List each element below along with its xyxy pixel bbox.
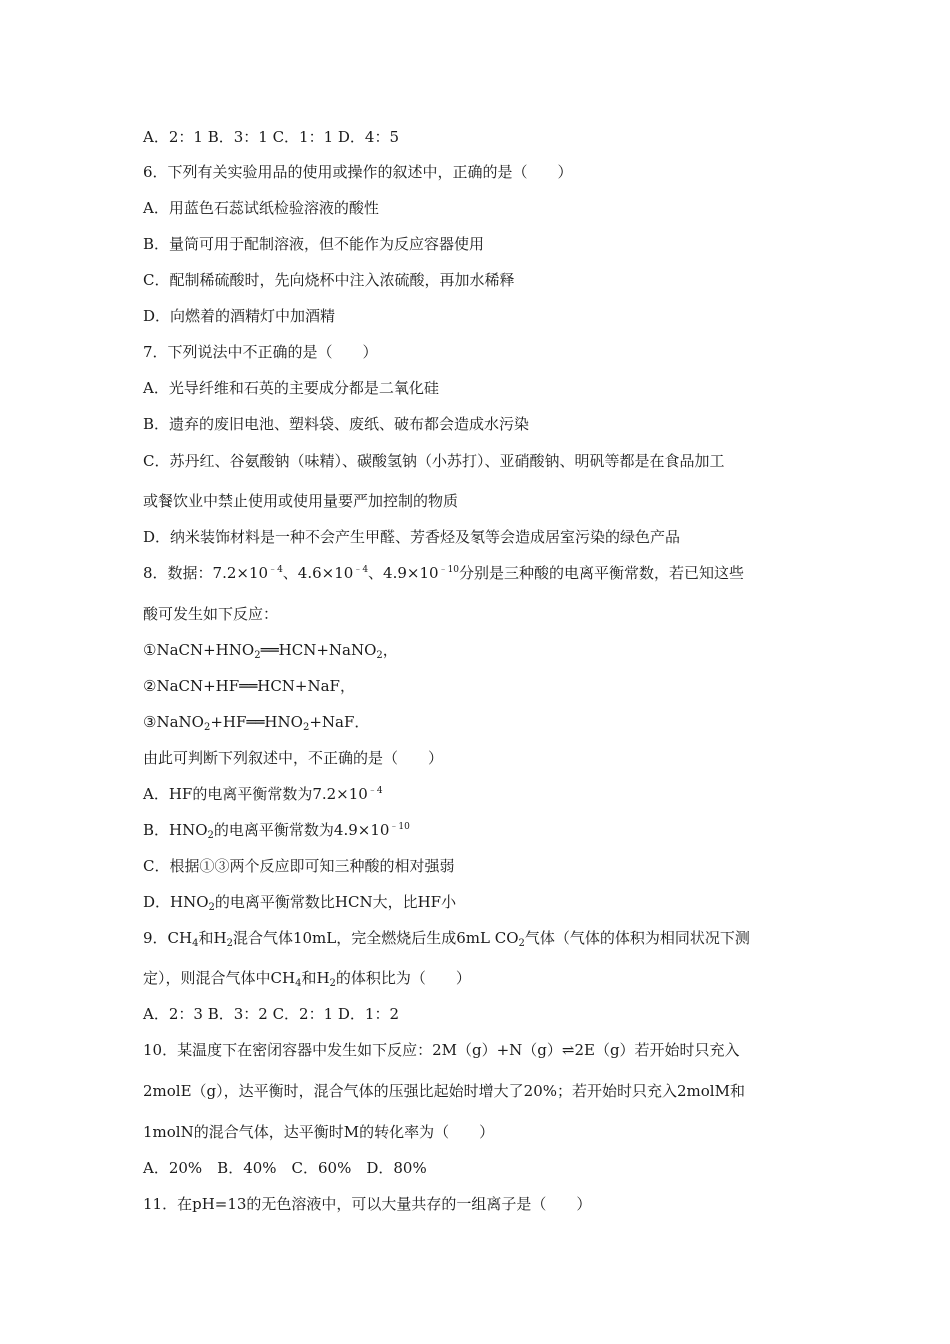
- subscript: 4: [192, 938, 199, 949]
- q8-option-a: [143, 784, 383, 804]
- q8-option-b: [143, 820, 410, 840]
- q6-option-c: [143, 270, 514, 290]
- text: 9．CH: [143, 929, 193, 947]
- text: A．2：1 B．3：1 C．1：1 D．4：5: [143, 128, 400, 146]
- subscript: 2: [254, 650, 261, 661]
- text: A．光导纤维和石英的主要成分都是二氧化硅: [143, 379, 439, 397]
- reaction-1: [143, 640, 398, 660]
- subscript: 2: [226, 938, 233, 949]
- text: C．配制稀硫酸时，先向烧杯中注入浓硫酸，再加水稀释: [143, 271, 515, 289]
- exponent: ﹣10: [438, 565, 460, 575]
- q8-option-c: [143, 856, 454, 876]
- q5-options: [143, 127, 399, 147]
- q6-option-a: [143, 198, 379, 218]
- text: +HF══HNO: [210, 713, 303, 731]
- text: 的电离平衡常数为4.9×10: [213, 821, 390, 839]
- text: 气体（气体的体积为相同状况下测: [524, 929, 750, 947]
- text: B．遗弃的废旧电池、塑料袋、废纸、破布都会造成水污染: [143, 415, 530, 433]
- text: 6．下列有关实验用品的使用或操作的叙述中，正确的是（ ）: [143, 163, 573, 181]
- text: 2molE（g），达平衡时，混合气体的压强比起始时增大了20%；若开始时只充入2molM和: [143, 1082, 745, 1100]
- text: 1molN的混合气体，达平衡时M的转化率为（ ）: [143, 1123, 495, 1141]
- text: 7．下列说法中不正确的是（ ）: [143, 343, 378, 361]
- q7-option-a: [143, 378, 439, 398]
- text: 由此可判断下列叙述中，不正确的是（ ）: [143, 749, 444, 767]
- subscript: 2: [207, 830, 214, 841]
- q10-options: [143, 1158, 427, 1178]
- q9-options: [143, 1004, 399, 1024]
- text: +NaF．: [309, 713, 370, 731]
- text: 和H: [301, 969, 330, 987]
- text: C．苏丹红、谷氨酸钠（味精）、碳酸氢钠（小苏打）、亚硝酸钠、明矾等都是在食品加工: [143, 452, 725, 470]
- subscript: 2: [376, 650, 383, 661]
- text: 的电离平衡常数比HCN大，比HF小: [214, 893, 457, 911]
- subscript: 2: [208, 902, 215, 913]
- text: 或餐饮业中禁止使用或使用量要严加控制的物质: [143, 492, 459, 510]
- text: A．用蓝色石蕊试纸检验溶液的酸性: [143, 199, 379, 217]
- question-7: [143, 342, 378, 362]
- subscript: 4: [295, 978, 302, 989]
- text: 和H: [198, 929, 227, 947]
- text: 混合气体10mL，完全燃烧后生成6mL CO: [232, 929, 519, 947]
- question-11: [143, 1194, 591, 1214]
- text: 11．在pH=13的无色溶液中，可以大量共存的一组离子是（ ）: [143, 1195, 592, 1213]
- q6-option-b: [143, 234, 484, 254]
- exponent: ﹣4: [268, 565, 283, 575]
- text: C．根据①③两个反应即可知三种酸的相对强弱: [143, 857, 455, 875]
- q7-option-c-line1: [143, 451, 724, 471]
- text: B．HNO: [143, 821, 208, 839]
- q6-option-d: [143, 306, 335, 326]
- subscript: 2: [302, 722, 310, 733]
- text: 定），则混合气体中CH: [143, 969, 296, 987]
- text: D．向燃着的酒精灯中加酒精: [143, 307, 336, 325]
- q7-option-d: [143, 527, 680, 547]
- subscript: 2: [518, 938, 525, 949]
- text: 、4.9×10: [368, 564, 439, 582]
- question-9-line1: [143, 928, 750, 948]
- q7-option-b: [143, 414, 529, 434]
- q7-option-c-line2: [143, 491, 458, 511]
- question-10-line3: [143, 1122, 494, 1142]
- text: ③NaNO: [143, 713, 204, 731]
- exponent: ﹣4: [353, 565, 369, 575]
- reaction-3: [143, 712, 369, 732]
- text: 8．数据：7.2×10: [143, 564, 269, 582]
- exponent: ﹣10: [389, 822, 410, 832]
- text: ①NaCN+HNO: [143, 641, 255, 659]
- text: ②NaCN+HF══HCN+NaF，: [143, 677, 355, 695]
- text: B．量筒可用于配制溶液，但不能作为反应容器使用: [143, 235, 485, 253]
- question-8-line2: [143, 604, 278, 624]
- text: 的体积比为（ ）: [335, 969, 471, 987]
- reaction-2: [143, 676, 355, 696]
- text: 10．某温度下在密闭容器中发生如下反应：2M（g）+N（g）⇌2E（g）若开始时只充入: [143, 1041, 740, 1059]
- question-8-line1: [143, 563, 744, 583]
- q8-option-d: [143, 892, 456, 912]
- question-10-line2: [143, 1081, 745, 1101]
- exponent: ﹣4: [367, 786, 383, 796]
- text: 、4.6×10: [282, 564, 354, 582]
- question-9-line2: [143, 968, 471, 988]
- question-10-line1: [143, 1040, 740, 1060]
- subscript: 2: [329, 978, 336, 989]
- text: 酸可发生如下反应：: [143, 605, 279, 623]
- text: 分别是三种酸的电离平衡常数，若已知这些: [459, 564, 745, 582]
- text: A．20% B．40% C．60% D．80%: [143, 1159, 427, 1177]
- question-6: [143, 162, 573, 182]
- question-8-prompt: [143, 748, 443, 768]
- text: A．2：3 B．3：2 C．2：1 D．1：2: [143, 1005, 400, 1023]
- text: ══HCN+NaNO: [260, 641, 377, 659]
- text: D．纳米装饰材料是一种不会产生甲醛、芳香烃及氡等会造成居室污染的绿色产品: [143, 528, 681, 546]
- text: D．HNO: [143, 893, 209, 911]
- text: A．HF的电离平衡常数为7.2×10: [143, 785, 368, 803]
- subscript: 2: [203, 722, 211, 733]
- text: ，: [382, 641, 398, 659]
